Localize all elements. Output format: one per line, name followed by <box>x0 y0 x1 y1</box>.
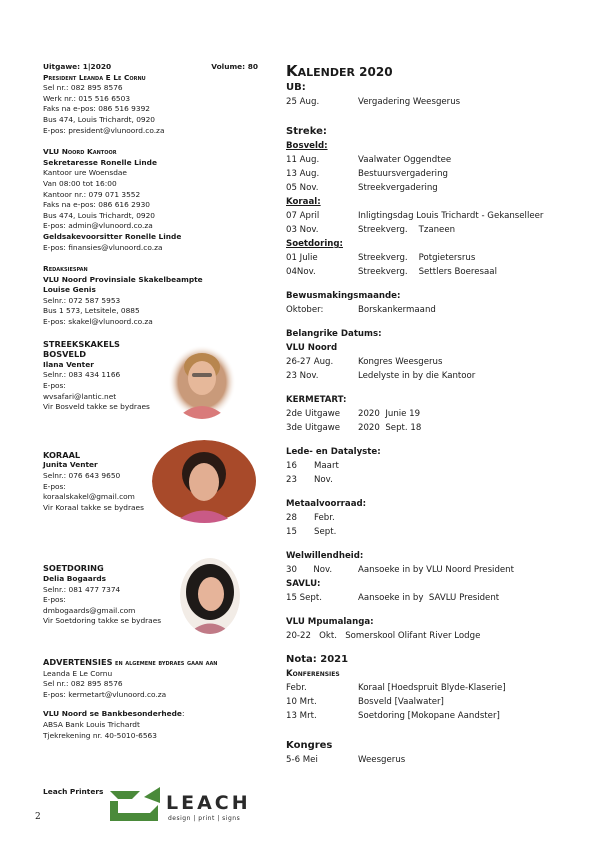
text-line: Bus 1 573, Letsitele, 0885 <box>43 306 140 316</box>
row-event: Koraal [Hoedspruit Blyde-Klaserie] <box>358 683 506 693</box>
koraal-name: Junita Venter <box>43 460 98 470</box>
bank-heading-text: VLU Noord se Bankbesonderhede <box>43 709 182 719</box>
row-event: Aansoeke in by VLU Noord President <box>358 565 515 575</box>
calendar-title <box>286 62 586 81</box>
text-line: Van 08:00 tot 16:00 <box>43 178 117 188</box>
row-date: 23 Nov. <box>286 371 319 381</box>
soetdoring-liaison-photo <box>180 558 240 634</box>
text-line: Sel nr.: 082 895 8576 <box>43 83 123 93</box>
row-month: Nov. <box>314 475 333 485</box>
row-event: Aansoeke in by SAVLU President <box>358 593 500 603</box>
text-line: Tjekrekening nr. 40-5010-6563 <box>43 730 157 740</box>
row-day: 16 <box>286 461 297 471</box>
liaisons-heading: STREEKSKAKELS <box>43 338 120 349</box>
row-date: 05 Nov. <box>286 183 319 193</box>
calendar-row <box>286 709 586 723</box>
row-date: 5-6 Mei <box>286 755 318 765</box>
awareness-heading: Bewusmakingsmaande: <box>286 291 401 301</box>
calendar-row <box>286 459 586 473</box>
text-line: Bus 474, Louis Trichardt, 0920 <box>43 114 156 124</box>
calendar-row <box>286 421 586 435</box>
text-line: Kantoor ure Woensdae <box>43 168 127 178</box>
text-line: Vir Koraal takke se bydraes <box>43 502 144 512</box>
calendar-title-year: 2020 <box>354 65 393 79</box>
row-date: 07 April <box>286 211 320 221</box>
row-event: Streekvergadering <box>358 183 438 193</box>
savlu-heading: SAVLU: <box>286 579 321 589</box>
text-line: dmbogaards@gmail.com <box>43 605 136 615</box>
ads-heading-main: ADVERTENSIES <box>43 656 113 667</box>
calendar-row <box>286 591 586 605</box>
row-date: 2de Uitgawe <box>286 409 341 419</box>
issue-line <box>43 62 258 73</box>
calendar-row <box>286 167 586 181</box>
row-event: Bestuursvergadering <box>358 169 448 179</box>
calendar-row <box>286 407 586 421</box>
dates-sub: VLU Noord <box>286 343 338 353</box>
text-line: Werk nr.: 015 516 6503 <box>43 93 131 103</box>
office-subheading: Sekretaresse Ronelle Linde <box>43 157 157 167</box>
calendar-row <box>286 563 586 577</box>
volume-label: Volume: 80 <box>211 62 258 71</box>
row-day: 15 <box>286 527 297 537</box>
kermetart-heading: KERMETART: <box>286 395 347 405</box>
bosveld-label: Bosveld: <box>286 141 328 151</box>
text-line: E-pos: admin@vlunoord.co.za <box>43 221 153 231</box>
row-date: 25 Aug. <box>286 97 320 107</box>
row-date: Febr. <box>286 683 307 693</box>
row-month: Sept. <box>314 527 337 537</box>
text-line: Selnr.: 083 434 1166 <box>43 370 121 380</box>
text-line: E-pos: <box>43 481 66 491</box>
calendar-row <box>286 681 586 695</box>
row-date: 03 Nov. <box>286 225 319 235</box>
page-number: 2 <box>35 812 41 822</box>
metal-heading: Metaalvoorraad: <box>286 499 367 509</box>
text-line: ABSA Bank Louis Trichardt <box>43 719 140 729</box>
calendar-column <box>286 62 586 767</box>
streke-heading: Streke: <box>286 126 327 137</box>
calendar-row <box>286 355 586 369</box>
president-lines <box>43 83 258 136</box>
calendar-row <box>286 695 586 709</box>
koraal-liaison-photo <box>152 440 257 523</box>
row-event: Streekverg. Potgietersrus <box>358 253 476 263</box>
row-event: 2020 Sept. 18 <box>358 423 422 433</box>
nota-heading: Nota: 2021 <box>286 654 349 665</box>
text-line: koraalskakel@gmail.com <box>43 492 135 502</box>
dates-heading: Belangrike Datums: <box>286 329 382 339</box>
row-event: Weesgerus <box>358 755 406 765</box>
calendar-row <box>286 753 586 767</box>
row-event: Vergadering Weesgerus <box>358 97 461 107</box>
row-event: Streekverg. Tzaneen <box>358 225 456 235</box>
text-line: Selnr.: 081 477 7374 <box>43 584 121 594</box>
text-line: E-pos: kermetart@vlunoord.co.za <box>43 689 167 699</box>
calendar-row <box>286 511 586 525</box>
logo-wordmark: LEACH <box>166 792 251 814</box>
text-line: E-pos: skakel@vlunoord.co.za <box>43 317 153 327</box>
editorial-heading: Redaksiespan <box>43 264 88 274</box>
row-event: Soetdoring [Mokopane Aandster] <box>358 711 500 721</box>
ub-heading: UB: <box>286 82 306 93</box>
row-event: Borskankermaand <box>358 305 436 315</box>
row-month: Maart <box>314 461 339 471</box>
calendar-row <box>286 265 586 279</box>
conferences-heading: Konferensies <box>286 669 340 679</box>
logo-tagline: design | print | signs <box>168 815 241 822</box>
bosveld-region: BOSVELD <box>43 349 87 360</box>
mpumalanga-heading: VLU Mpumalanga: <box>286 617 374 627</box>
treasurer-heading: Geldsakevoorsitter Ronelle Linde <box>43 231 182 241</box>
calendar-row <box>286 251 586 265</box>
ads-heading <box>43 657 258 669</box>
row-event: Kongres Weesgerus <box>358 357 443 367</box>
row-date: 11 Aug. <box>286 155 320 165</box>
row-date: 26-27 Aug. <box>286 357 334 367</box>
soetdoring-name: Delia Bogaards <box>43 573 107 583</box>
row-day: 28 <box>286 513 297 523</box>
calendar-title-main: Kalender <box>286 62 355 80</box>
text-line: Sel nr.: 082 895 8576 <box>43 679 123 689</box>
calendar-row <box>286 153 586 167</box>
calendar-row <box>286 223 586 237</box>
text-line: E-pos: finansies@vlunoord.co.za <box>43 242 163 252</box>
row-date: 13 Aug. <box>286 169 320 179</box>
office-heading: VLU Noord Kantoor <box>43 147 117 157</box>
soetdoring-region: SOETDORING <box>43 563 104 574</box>
row-date: 13 Mrt. <box>286 711 317 721</box>
kongres-heading: Kongres <box>286 740 333 751</box>
editorial-name: Louise Genis <box>43 285 96 295</box>
koraal-region: KORAAL <box>43 449 81 460</box>
text-line: Faks na e-pos: 086 516 9392 <box>43 104 150 114</box>
calendar-row <box>286 95 586 109</box>
soetdoring-label: Soetdoring: <box>286 239 343 249</box>
bosveld-liaison-photo <box>168 345 236 419</box>
president-heading: President Leanda E Le Cornu <box>43 72 146 82</box>
leach-logo <box>110 783 255 823</box>
text-line: Leanda E Le Cornu <box>43 668 113 678</box>
editorial-subheading: VLU Noord Provinsiale Skakelbeampte <box>43 274 203 284</box>
issue-label: Uitgawe: 1|2020 <box>43 62 112 71</box>
row-event: Streekverg. Settlers Boeresaal <box>358 267 497 277</box>
members-heading: Lede- en Datalyste: <box>286 447 381 457</box>
row-event: 2020 Junie 19 <box>358 409 421 419</box>
calendar-row <box>286 525 586 539</box>
calendar-row <box>286 209 586 223</box>
row-event: Inligtingsdag Louis Trichardt - Gekanselleer <box>358 211 544 221</box>
row-date: 01 Julie <box>286 253 318 263</box>
bank-heading: VLU Noord se Bankbesonderhede: <box>43 709 185 719</box>
row-date: 3de Uitgawe <box>286 423 341 433</box>
bosveld-name: Ilana Venter <box>43 359 94 369</box>
row-event: Bosveld [Vaalwater] <box>358 697 444 707</box>
text-line: Selnr.: 072 587 5953 <box>43 295 121 305</box>
calendar-row <box>286 181 586 195</box>
text-line: Bus 474, Louis Trichardt, 0920 <box>43 210 156 220</box>
printer-label: Leach Printers <box>43 787 104 796</box>
mpumalanga-line: 20-22 Okt. Somerskool Olifant River Lodge <box>286 631 481 641</box>
text-line: Faks na e-pos: 086 616 2930 <box>43 200 150 210</box>
row-date: 15 Sept. <box>286 593 322 603</box>
text-line: wvsafari@lantic.net <box>43 391 117 401</box>
calendar-row <box>286 303 586 317</box>
text-line: Kantoor nr.: 079 071 3552 <box>43 189 141 199</box>
text-line: Vir Bosveld takke se bydraes <box>43 402 150 412</box>
row-event: Vaalwater Oggendtee <box>358 155 452 165</box>
text-line: Vir Soetdoring takke se bydraes <box>43 616 162 626</box>
row-date: 30 Nov. <box>286 565 333 575</box>
koraal-label: Koraal: <box>286 197 321 207</box>
row-date: 10 Mrt. <box>286 697 317 707</box>
row-date: Oktober: <box>286 305 324 315</box>
text-line: Selnr.: 076 643 9650 <box>43 471 121 480</box>
welfare-heading: Welwillendheid: <box>286 551 364 561</box>
text-line: E-pos: <box>43 595 66 605</box>
row-month: Febr. <box>314 513 335 523</box>
ads-heading-rest: en algemene bydraes gaan aan <box>112 657 218 667</box>
text-line: E-pos: <box>43 381 66 391</box>
calendar-row <box>286 473 586 487</box>
text-line: E-pos: president@vlunoord.co.za <box>43 125 165 135</box>
row-date: 04Nov. <box>286 267 316 277</box>
row-event: Ledelyste in by die Kantoor <box>358 371 476 381</box>
row-day: 23 <box>286 475 297 485</box>
calendar-row <box>286 369 586 383</box>
